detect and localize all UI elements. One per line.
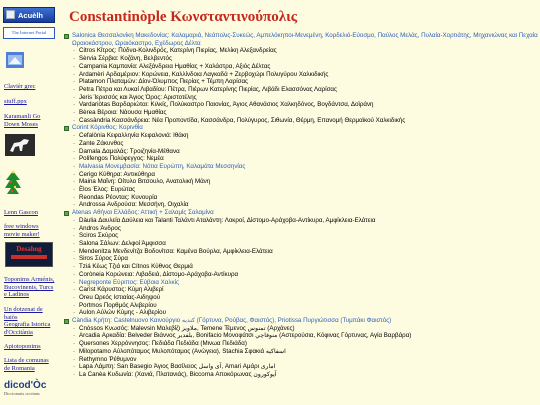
list-item[interactable] [63, 163, 540, 171]
list-item[interactable] [63, 178, 540, 186]
list-item-text: Polifengos Πολύφεγγος: Νεμέα [79, 155, 164, 163]
bullet-icon: · [73, 293, 76, 301]
list-item[interactable] [63, 47, 540, 55]
bullet-icon: · [73, 109, 76, 117]
bullet-icon: · [73, 370, 76, 378]
sidebar-link-stuff[interactable]: stuff.ppx [4, 98, 27, 105]
list-item-text: Cefalònia Κεφαλληνία Κεφαλονιά: Ιθάκη [79, 132, 189, 140]
list-item[interactable] [63, 279, 540, 287]
list-item[interactable] [63, 140, 540, 148]
list-item[interactable] [63, 325, 540, 333]
list-item-text: Carìst Κάρυστος: Κύμη Αλιβερί [79, 286, 164, 294]
list-item[interactable] [63, 217, 540, 225]
list-item-text: Arcadia Αρκαδία: Belveder Βιάννος بلفدير, Bonifacio Μονοφάτσι منوفاچي (Αστερούσια, Κόφινας Γόρτυνας, Αγία Βαρβάρα) [79, 332, 412, 340]
dicodoc-logo[interactable] [4, 380, 56, 396]
bullet-icon: · [73, 201, 76, 209]
list-item-text: Siros Σύρος Σύρα [79, 255, 128, 263]
list-item-text: Bèrea Βέροια: Νάουσα Ημαθίας [79, 109, 167, 117]
list-item-text: Portmos Πορθμός Αλιβερίου [79, 301, 157, 309]
bullet-icon: · [73, 255, 76, 263]
list-item-text: Rethymno Ῥέθυμνον [79, 355, 137, 363]
list-item[interactable] [63, 101, 540, 109]
list-item-text: Campania Καμπανία: Αλεξάνδρεια Ημαθίας + Χαλάστρα, Αξιός Δέλτας [79, 62, 271, 70]
list-item[interactable] [63, 55, 540, 63]
list-item-text: Mendenitza Μενδενίτζα Βοδονίτσα: Καμένα Βούρλα, Αμφίκλεια-Ελάτεια [79, 247, 273, 255]
section-heading[interactable] [63, 32, 540, 47]
home-icon [6, 10, 15, 19]
section-bullet-icon [64, 319, 69, 324]
list-item-text: Dàulia Δαυλεία Δαύλεια και Talanti Ταλάντι Αταλάντη: Λοκροί, Δίστομο-Αράχοβα-Αντίκυρα, Αμφίκλεια-Ελάτεια [79, 216, 376, 224]
list-item-text: Tziá Κέως Τζιά και Cítnos Κύθνος Θερμιά [79, 263, 193, 271]
section-heading[interactable] [63, 124, 540, 132]
section-bullet-icon [64, 211, 69, 216]
list-item[interactable] [63, 71, 540, 79]
sidebar-link-apiotoponims[interactable]: Apiotoponims [4, 343, 41, 350]
keyboard-tile-icon[interactable] [5, 50, 25, 70]
list-item[interactable] [63, 225, 540, 233]
list-item-text: Jeris Ίερισσός και Άγιος Όρος: Αριστοτέλης [79, 93, 197, 101]
horse-icon [5, 134, 35, 156]
list-item[interactable] [63, 155, 540, 163]
sidebar-link-geografia[interactable]: Geografia Istorica d'Occitània [4, 321, 51, 336]
section-title[interactable]: Corint Κόρινθος: Κορινθία [72, 124, 143, 132]
list-item-text: Sèrvia Σέρβια: Κοζάνη, Βελβεντός [79, 55, 172, 63]
list-item-text: Lapa Λάμπη: San Basegio Άγιος Βασίλειος آی واسل, Amari Αμάρι اماری [79, 363, 276, 371]
bullet-icon: · [73, 47, 76, 55]
bullet-icon: · [73, 286, 76, 294]
list-item[interactable] [63, 132, 540, 140]
bullet-icon: · [73, 263, 76, 271]
list-item[interactable] [63, 309, 540, 317]
list-item[interactable] [63, 63, 540, 71]
list-item[interactable] [63, 371, 540, 379]
bullet-icon: · [73, 347, 76, 355]
list-item-text: Platamon Πλαταμών: Δίον-Όλυμπος Πιερίας + Τέμπη Λαρίσας [79, 78, 249, 86]
list-item[interactable] [63, 255, 540, 263]
list-item[interactable] [63, 78, 540, 86]
list-item-text: Reondas Ρέοντας: Κυνουρία [79, 193, 158, 201]
list-item-text: Oreu Ωρεός Ιστιαίας-Αιδηψού [79, 293, 161, 301]
bullet-icon: · [73, 278, 76, 286]
list-item[interactable] [63, 294, 540, 302]
bullet-icon: · [73, 147, 76, 155]
bullet-icon: · [73, 139, 76, 147]
bullet-icon: · [73, 232, 76, 240]
banner-text: Desahog [16, 245, 42, 253]
section-title[interactable]: Salonica Θεσσαλονίκη Μακεδονίας: Καλαμαριά, Νεάπολις-Συκεώς, Αμπελόκηποι-Μενεμένη, Κορδελιό-Εύοσμο, Παύλος Μελάς, Πυλαία-Χορτιάτης, Μηχανιώνας και Πεχαία Ωραιοκάστρου, Ωραιόκαστρο, Εχέδωρος Δέλτα [72, 32, 538, 47]
sidebar [0, 0, 58, 405]
sidebar-link-clavier[interactable]: Clavièr grec [4, 83, 36, 90]
list-item-text: La Canèa Κυδωνία: (Χανιά, Πλατανιάς), Biccorna Αποκόρωνας آپوکورون [79, 370, 277, 378]
list-item[interactable] [63, 117, 540, 125]
bullet-icon: · [73, 85, 76, 93]
bullet-icon: · [73, 224, 76, 232]
banner-stripe [11, 255, 47, 259]
list-item[interactable] [63, 332, 540, 340]
bullet-icon: · [73, 132, 76, 140]
bullet-icon: · [73, 78, 76, 86]
bullet-icon: · [73, 186, 76, 194]
list-item-text: Petra Πέτρα και Λυκαί Λιβαδίου: Πέτρα, Πιέρων Κατερίνης Πιερίας, Λιβάδι Ελασσόνας Λαρίσας [79, 85, 337, 93]
bullet-icon: · [73, 55, 76, 63]
bullet-icon: · [73, 270, 76, 278]
list-item-text: Èlos Έλος: Ευρώτας [79, 186, 136, 194]
list-item[interactable] [63, 348, 540, 356]
sidebar-link-comunas[interactable]: Lista de comunas de Romania [4, 357, 49, 372]
list-item[interactable] [63, 248, 540, 256]
list-item-text: Cerigo Κύθηρα: Αντικύθηρα [79, 170, 155, 178]
sidebar-link-karamanli[interactable]: Karamanli Go Down Moses [4, 113, 41, 128]
main-content [63, 0, 540, 405]
list-item-text: Coròneia Κορώνεια: Λιβαδειά, Δίστομο-Αράχοβα-Αντίκυρα [79, 270, 239, 278]
section-bullet-icon [64, 126, 69, 131]
list-item-text: Ardamèri Αρδαμέριον: Κορώνεια, Καλλίνδοια Λαγκαδά + Ζερβοχώρι Πολυγύρου Χαλκιδικής [79, 70, 329, 78]
list-item[interactable] [63, 171, 540, 179]
list-item-text: Cassàndria Κασσάνδρεια: Νέα Προποντίδα, Κασσάνδρα, Πολύγυρος, Σιθωνία, Θέρμη, Επανομή Θερμαϊκού Χαλκιδικής [79, 116, 406, 124]
bullet-icon: · [73, 170, 76, 178]
desahog-banner[interactable] [5, 242, 53, 267]
list-item[interactable] [63, 340, 540, 348]
list-item-text: Sciros Σκύρος [79, 232, 119, 240]
list-item[interactable] [63, 232, 540, 240]
list-item-text: Citros Κίτρος: Πύδνα-Κολινδρός, Κατερίνη Πιερίας, Μελίκη Αλεξανδρείας [79, 47, 277, 55]
list-item[interactable] [63, 363, 540, 371]
section-title[interactable]: Atenas Αθήναι Ελλάδος: Αττική + Σαλαμίς Σαλαμίνα [72, 209, 214, 217]
bullet-icon: · [73, 216, 76, 224]
list-item[interactable] [63, 201, 540, 209]
bullet-icon: · [73, 301, 76, 309]
list-item[interactable] [63, 194, 540, 202]
list-item-text: Cnòssos Κνωσός: Malevsin Μαλεβίζι ملاويز, Temene Τέμενος تمنوس (Αρχάνες) [79, 324, 295, 332]
sidebar-link-dotzenat[interactable]: Un dotzenat de baiòs [4, 306, 43, 321]
home-label: Acuèlh [18, 11, 44, 20]
section-heading[interactable] [63, 317, 540, 325]
list-item-text: Androssa Ανδρούσα: Μεσσήνη, Οιχαλία [79, 201, 189, 209]
list-item-text: Milopotamo Αὐλοπόταμος Μυλοπόταμος (Ανώγεια), Stachia Σφακιά اسفاکیه [79, 347, 286, 355]
bullet-icon: · [73, 355, 76, 363]
bullet-icon: · [73, 178, 76, 186]
list-item-text: Damala Δαμαλάς: Τροιζηνία-Μέθανα [79, 147, 180, 155]
section-bullet-icon [64, 34, 69, 39]
list-item-text: Andros Άνδρος [79, 224, 121, 232]
section-heading[interactable] [63, 209, 540, 217]
list-item-text: Quersones Χερρόννησος: Πεδιάδα Πεδιάδα (Μινωα Πεδιάδα) [79, 340, 247, 348]
logo-text: dicod'Òc [4, 380, 47, 391]
list-item-text: Maina Μαΐνη: Οίτυλο Βιτσουλο, Ανατολική Μάνη [79, 178, 211, 186]
bullet-icon: · [73, 340, 76, 348]
home-button[interactable] [3, 7, 55, 23]
bullet-icon: · [73, 116, 76, 124]
sidebar-link-toponims[interactable]: Toponims Arménis, Bucovinenis, Turcs e Ladinos [4, 276, 55, 299]
region-list [63, 32, 540, 379]
list-item[interactable] [63, 286, 540, 294]
bullet-icon: · [73, 193, 76, 201]
list-item[interactable] [63, 109, 540, 117]
list-item[interactable] [63, 263, 540, 271]
list-item-text: Zante Ζάκυνθος [79, 139, 124, 147]
bullet-icon: · [73, 62, 76, 70]
sidebar-link-gascon[interactable]: Lenn Gascon [4, 209, 38, 216]
bullet-icon: · [73, 247, 76, 255]
bullet-icon: · [73, 239, 76, 247]
list-item[interactable] [63, 148, 540, 156]
list-item-text: Negreponte Εύριπος: Εύβοια Χαλκίς [79, 278, 179, 286]
bullet-icon: · [73, 101, 76, 109]
bullet-icon: · [73, 309, 76, 317]
list-item[interactable] [63, 94, 540, 102]
list-item[interactable] [63, 302, 540, 310]
bullet-icon: · [73, 70, 76, 78]
list-item-text: Salona Σάλων: Δελφοί Άμφισσα [79, 239, 166, 247]
list-item[interactable] [63, 86, 540, 94]
list-item[interactable] [63, 240, 540, 248]
internet-portal-badge[interactable]: The Internet Portal [3, 27, 55, 39]
bullet-icon: · [73, 155, 76, 163]
bullet-icon: · [73, 162, 76, 170]
bullet-icon: · [73, 324, 76, 332]
logo-subtitle: Diccionaris occitans [4, 391, 40, 396]
sidebar-link-windows[interactable]: free windows movie maker! [4, 223, 40, 238]
list-item-text: Aulon Αὐλών Κύμης - Αλιβερίου [79, 309, 166, 317]
bullet-icon: · [73, 93, 76, 101]
page-title: Constantinòple Κωνσταντινούπολις [69, 9, 298, 25]
list-item-text: Vardariòtas Βαρδαριώται: Κιλκίς, Πολύκαστρο Παιονίας, Άγιος Αθανάσιος Χαλκηδόνος, Βογδάντσα, Δοϊράνη [79, 101, 374, 109]
list-item[interactable] [63, 271, 540, 279]
bullet-icon: · [73, 363, 76, 371]
section-title[interactable]: Càndia Κρήτη: Castelnuovo Καινούργιο کنديه (Γόρτυνα, Ρούβας, Φαιστός), Priotissa Πυργιώτισσα (Τυμπάκι Φαιστός) [72, 317, 392, 325]
list-item[interactable] [63, 186, 540, 194]
christmas-tree-icon [5, 170, 21, 196]
list-item-text: Malvasia Μονεμβασία: Νότια Ευρώπη, Καλαμάτα Μεσσηνίας [79, 162, 246, 170]
bullet-icon: · [73, 332, 76, 340]
